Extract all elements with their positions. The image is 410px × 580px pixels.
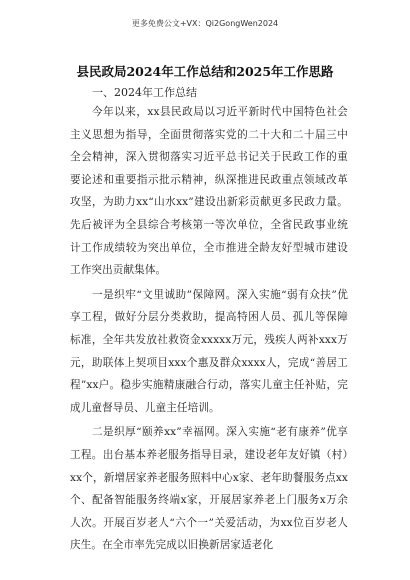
section-heading: 一、2024年工作总结: [92, 86, 197, 99]
paragraph-point-two: 二是织厚“颐养xx”幸福网。深入实施“老有康养”优享工程。出台基本养老服务指导目录，建设老年友好镇（村）xx个，新增居家养老服务照料中心x家、老年助餐服务点xx个、配备智能服务终端x家，开展居家养老上门服务x万余人次。开展百岁老人“六个一”关爱活动，为xx位百岁老人庆生。在全市率先完成以旧换新居家适老化: [70, 426, 348, 552]
document-body: [70, 84, 348, 557]
document-title: 县民政局2024年工作总结和2025年工作思路: [76, 64, 334, 79]
paragraph-point-one: 一是织牢“文里诚助”保障网。深入实施“弱有众扶”优享工程，做好分层分类救助，提高特困人员、孤儿等保障标准，全年共发放社救资金xxxxx万元，残疾人两补xxx万元，助联体上契项目xxx个惠及群众xxxx人，完成“善居工程”xx户。稳步实施精康融合行动，落实儿童主任补贴，完成儿童督导员、儿童主任培训。: [70, 288, 348, 414]
paragraph-intro: 今年以来，xx县民政局以习近平新时代中国特色社会主义思想为指导，全面贯彻落实党的二十大和二十届三中全会精神，深入贯彻落实习近平总书记关于民政工作的重要论述和重要指示批示精神，纵深推进民政重点领域改革攻坚，为助力xx“山水xx”建设出新彩贡献更多民政力量。先后被评为全县综合考核第一等次单位，全省民政事业统计工作成绩较为突出单位，全市推进全龄友好型城市建设工作突出贡献集体。: [70, 106, 348, 277]
header-note: 更多免费公文+VX：Qi2GongWen2024: [131, 19, 279, 28]
